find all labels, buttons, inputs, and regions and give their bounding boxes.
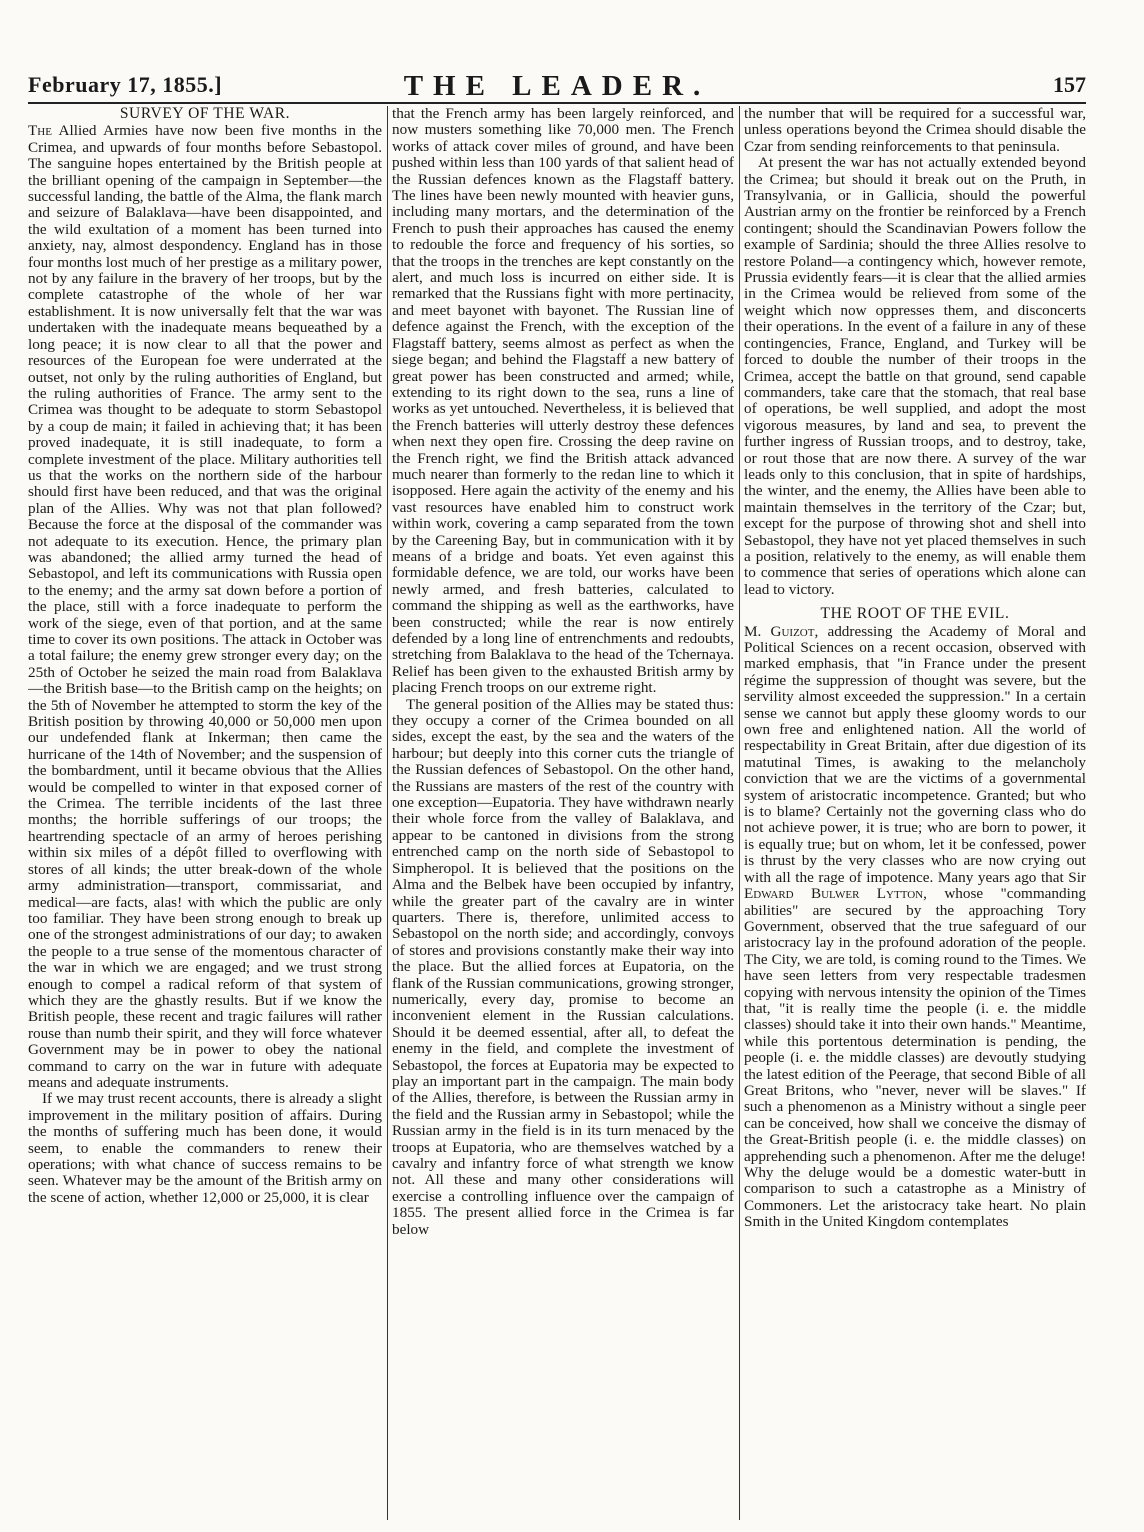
article-paragraph: At present the war has not actually extended beyond the Crimea; but should it break out on the Pruth, in Transylvania, or in Gallicia, should the powerful Austrian army on the frontier be reinforced by a French contingent; should the Scandinavian Powers follow the example of Sardinia; should the three Allies resolve to restore Poland—a contingency which, however remote, Prussia evidently fears—it is clear that the allied armies in the Crimea would be relieved from some of the weight which now oppresses them, and disconcerts their operations. In the event of a failure in any of these contingencies, France, England, and Turkey will be forced to double the number of their troops in the Crimea, accept the battle on that ground, send capable commanders, take care that the stomach, that real base of operations, be well supplied, and adopt the most vigorous measures, by land and sea, to prevent the further ingress of Russian troops, and to destroy, take, or rout those that are now there. A survey of the war leads only to this conclusion, that in spite of hardships, the winter, and the enemy, the Allies have been able to maintain themselves in the territory of the Czar; but, except for the purpose of throwing shot and shell into Sebastopol, they have not yet placed themselves in such a position, relatively to the enemy, as will enable them to commence that series of operations which alone can lead to victory. <box>744 154 1086 598</box>
article-paragraph: The general position of the Allies may be stated thus: they occupy a corner of the Crimea bounded on all sides, except the east, by the sea and the waters of the harbour; but deeply into this corner cuts the triangle of the Russian defences of Sebastopol. On the other hand, the Russians are masters of the rest of the country with one exception—Eupatoria. They have withdrawn nearly their whole force from the valley of Balaklava, and appear to be cantoned in divisions from the strong entrenched camp on the north side of Sebastopol to Simpheropol. It is believed that the positions on the Alma and the Belbek have been occupied by infantry, while the greater part of the cavalry are in winter quarters. There is, therefore, unlimited access to Sebastopol on the north side; and accordingly, convoys of stores and provisions constantly make their way into the place. But the allied forces at Eupatoria, on the flank of the Russian communications, growing stronger, numerically, every day, promise to become an inconvenient element in the Russian calculations. Should it be deemed essential, after all, to defeat the enemy in the field, and complete the investment of Sebastopol, the forces at Eupatoria may be expected to play an important part in the campaign. The main body of the Allies, therefore, is between the Russian army in the field and the Russian army in Sebastopol; while the Russian army in the field is in its turn menaced by the troops at Eupatoria, who are themselves watched by a cavalry and infantry force of what strength we know not. All these and many other considerations will exercise a controlling influence over the campaign of 1855. The present allied force in the Crimea is far below <box>392 695 734 1238</box>
person-name: Edward Bulwer Lytton, <box>744 885 927 903</box>
article-heading-root-of-the-evil: THE ROOT OF THE EVIL. <box>820 605 1010 623</box>
article-paragraph: that the French army has been largely reinforced, and now musters something like 70,000 men. The French works of attack cover miles of ground, and have been pushed within less than 100 yards of that salient head of the Russian defences known as the Flagstaff battery. The lines have been newly mounted with heavier guns, including many mortars, and the determination of the French to push their approaches has caused the enemy to redouble the force and frequency of his sorties, so that the troops in the trenches are kept constantly on the alert, and much loss is incurred on either side. It is remarked that the Russians fight with more pertinacity, and meet bayonet with bayonet. The Russian line of defence against the French, with the exception of the Flagstaff battery, seems almost as perfect as when the siege began; and behind the Flagstaff a new battery of great power has been constructed and armed; while, extending to its right down to the sea, runs a line of works as yet untouched. Nevertheless, it is believed that the French batteries will utterly destroy these defences when next they open fire. Crossing the deep ravine on the French right, we find the British attack advanced much nearer than formerly to the redan line to which it isopposed. Here again the activity of the enemy and his vast resources have enabled him to construct work within work, covering a camp separated from the town by the Careening Bay, but in communication with it by means of a bridge and boats. Yet even against this formidable defence, we are told, our works have been newly armed, and fresh batteries, calculated to command the shipping as well as the earthworks, have been constructed; while the rear is now entirely defended by a long line of entrenchments and redoubts, stretching from Balaklava to the head of the Tchernaya. Relief has been given to the exhausted British army by placing French troops on our extreme right. <box>392 106 734 697</box>
issue-date: February 17, 1855.] <box>28 72 223 97</box>
column-3 <box>744 106 1086 1520</box>
masthead <box>28 72 1086 104</box>
page-number: 157 <box>1053 72 1086 97</box>
article-paragraph: If we may trust recent accounts, there is already a slight improvement in the military position of affairs. During the months of suffering much has been done, it would seem, to enable the commanders to renew their operations; with what chance of success remains to be seen. Whatever may be the amount of the British army on the scene of action, whether 12,000 or 25,000, it is clear <box>28 1090 382 1206</box>
newspaper-title: THE LEADER. <box>403 70 711 102</box>
article-paragraph <box>28 123 382 1091</box>
lead-word: The <box>28 122 52 140</box>
paragraph-text: Allied Armies have now been five months in the Crimea, and upwards of four months before Sebastopol. The sanguine hopes entertained by the British people at the brilliant opening of the campaign in September—the successful landing, the battle of the Alma, the flank march and seizure of Balaklava—have been disappointed, and the wild exultation of a moment has been turned into anxiety, nay, almost despondency. England has in those four months lost much of her prestige as a military power, not by any failure in the bravery of her troops, but by the complete catastrophe of the whole of her war establishment. It is now universally felt that the war was undertaken with the inadequate means bequeathed by a long peace; it is now clear to all that the power and resources of the European foe were underrated at the outset, not only by the ruling authorities of England, but the ruling authorities of France. The army sent to the Crimea was thought to be adequate to storm Sebastopol by a coup de main; it failed in achieving that; it has been proved inadequate, it is still inadequate, to form a complete investment of the place. Military authorities tell us that the works on the northern side of the harbour should first have been reduced, and that was the original plan of the Allies. Why was not that plan followed? Because the force at the disposal of the commander was not adequate to its execution. Hence, the primary plan was abandoned; the allied army turned the head of Sebastopol, and left its communications with Russia open to the enemy; and the army sat down before a portion of the place, still with a force inadequate to perform the work of the siege, even of that portion, and at the same time to cover its own positions. The attack in October was a total failure; the enemy grew stronger every day; on the 25th of October he seized the main road from Balaklava—the British base—to the British camp on the heights; on the 5th of November he attempted to storm the key of the British position by throwing 40,000 or 50,000 men upon our undefended flank at Inkerman; then came the hurricane of the 14th of November; and the suspension of the bombardment, until it became obvious that the Allies would be compelled to winter in that exposed corner of the Crimea. The terrible incidents of the last three months; the horrible sufferings of our troops; the heartrending spectacle of an army of heroes perishing within six miles of a dépôt filled to overflowing with stores of all kinds; the utter break-down of the whole army administration—transport, commissariat, and medical—are facts, alas! with which the public are only too familiar. They have been strong enough to break up one of the strongest administrations of our day; to awaken the people to a true sense of the momentous character of the war in which we are engaged; and we trust strong enough to compel a radical reform of that system of which they are the ghastly results. But if we know the British people, these recent and tragic failures will rather rouse than numb their spirit, and they will force whatever Government may be in power to obey the national command to carry on the war in future with adequate means and adequate instruments. <box>28 122 382 1091</box>
column-2 <box>392 106 734 1520</box>
article-paragraph: the number that will be required for a successful war, unless operations beyond the Crimea should disable the Czar from sending reinforcements to that peninsula. <box>744 106 1086 155</box>
paragraph-text: whose "commanding abilities" are secured by the approaching Tory Government, observed that the true safeguard of our aristocracy lay in the profound adoration of the people. The City, we are told, is coming round to the Times. We have seen letters from very respectable tradesmen copying with nervous intensity the opinion of the Times that, "it is really time the people (i. e. the middle classes) should take it into their own hands." Meantime, while this portentous determination is pending, the people (i. e. the middle classes) are devoutly studying the latest edition of the Peerage, that second Bible of all Great Britons, who "never, never will be slaves." If such a phenomenon as a Ministry without a single peer can be conceived, how shall we conceive the dismay of the Great-British people (i. e. the middle classes) on apprehending such a phenomenon. After me the deluge! Why the deluge would be a domestic water-butt in comparison to such a catastrophe as a Ministry of Commoners. Let the aristocracy take heart. No plain Smith in the United Kingdom contemplates <box>744 885 1086 1231</box>
paragraph-text: addressing the Academy of Moral and Political Sciences on a recent occasion, observed with marked emphasis, that "in France under the present régime the suppression of thought was severe, but the servility almost exceeded the suppression." In a certain sense we cannot but apply these gloomy words to our own free and enlightened nation. All the world of respectability in Great Britain, after due digestion of its matutinal Times, is awaking to the melancholy conviction that we are the victims of a governmental system of aristocratic incompetence. Granted; but who is to blame? Certainly not the governing class who do not achieve power, it is true; who are born to power, it is equally true; but on whom, let it be confessed, power is thrust by the very classes who are now crying out with all the rage of impotence. Many years ago that Sir <box>744 622 1086 886</box>
article-paragraph <box>744 624 1086 1231</box>
column-rule <box>387 106 388 1520</box>
lead-name: M. Guizot, <box>744 622 819 640</box>
column-rule <box>739 106 740 1520</box>
column-1 <box>28 106 382 1520</box>
article-heading-survey-of-the-war: SURVEY OF THE WAR. <box>119 106 291 122</box>
columns <box>28 106 1086 1520</box>
